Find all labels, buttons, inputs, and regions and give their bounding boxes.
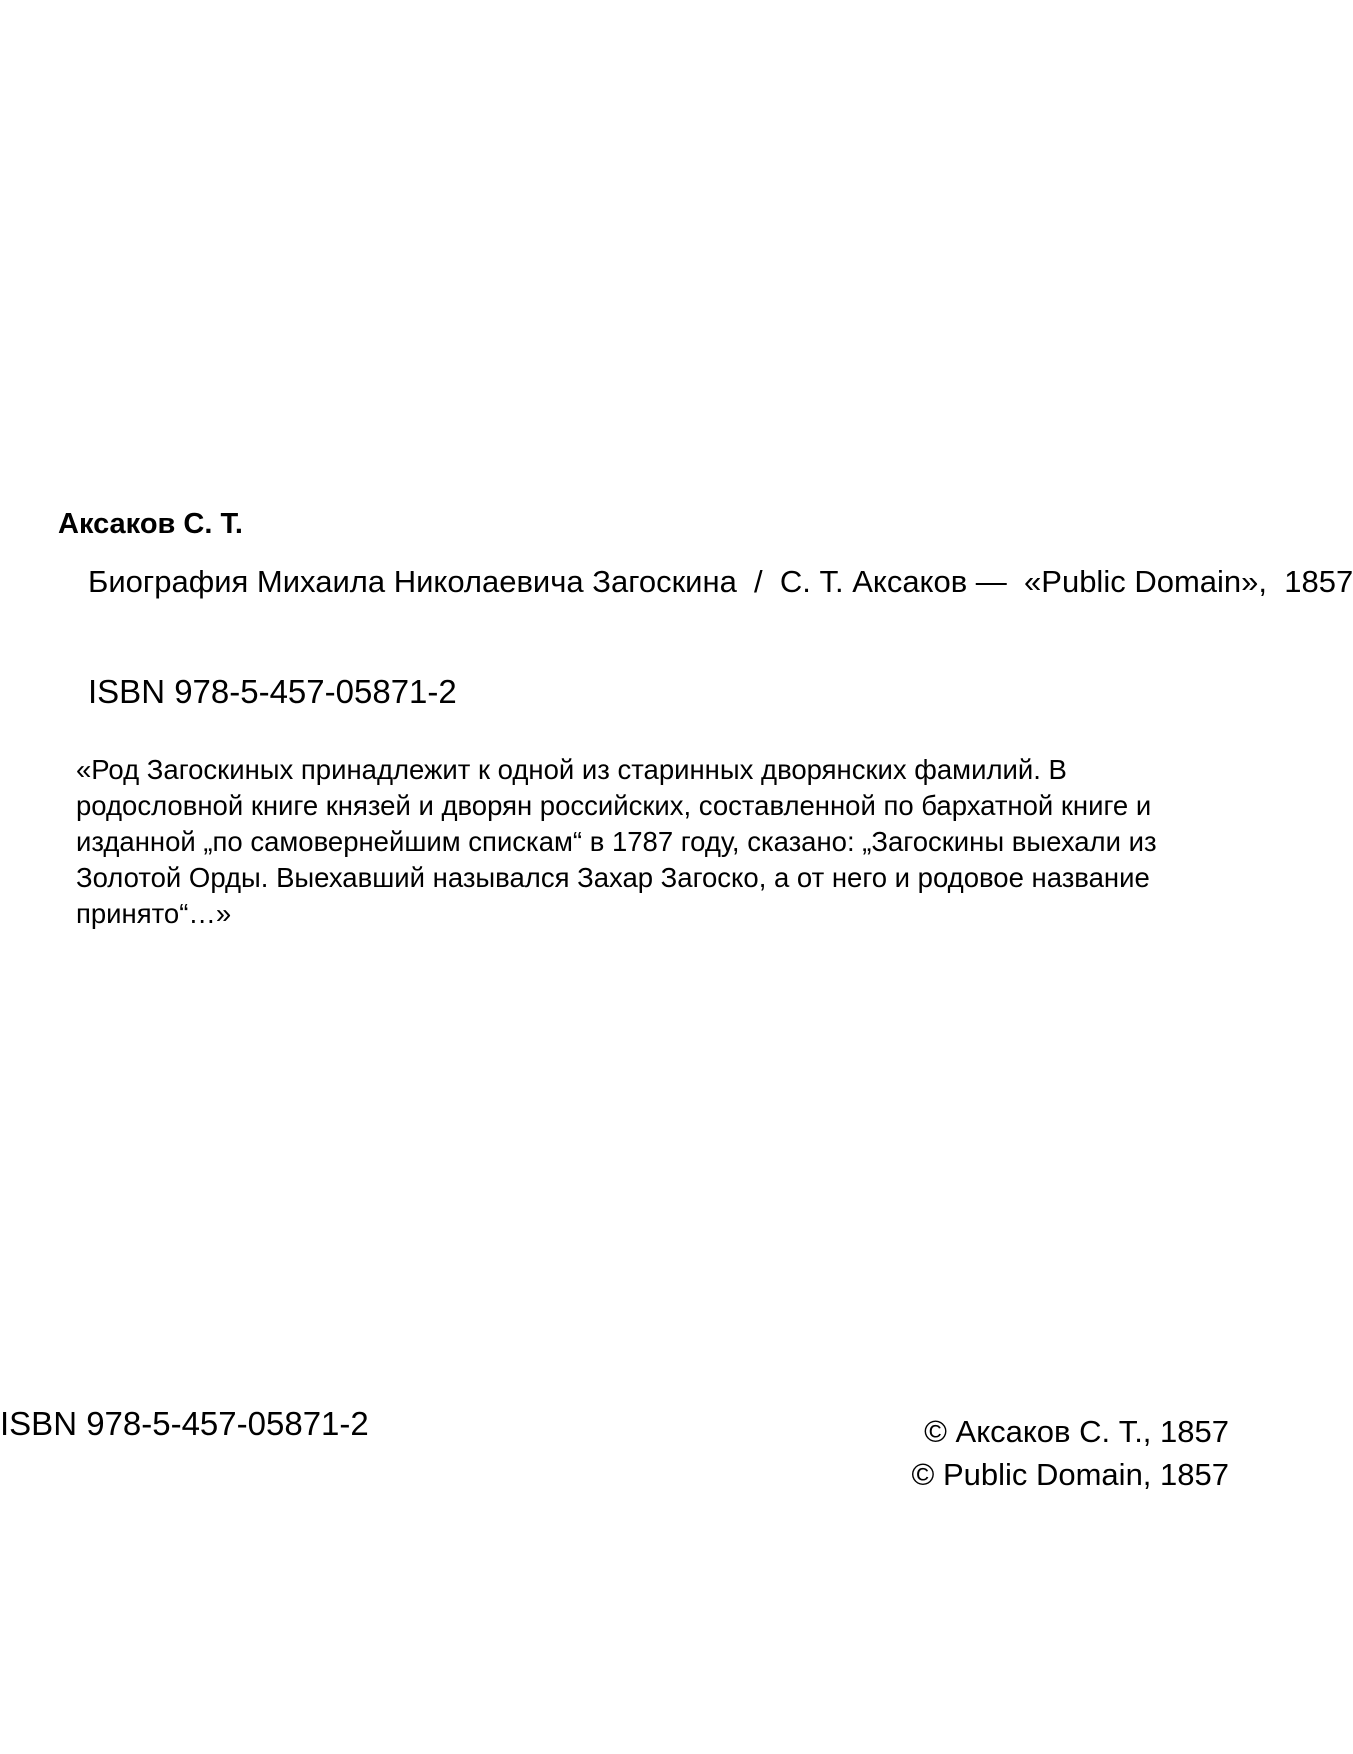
isbn-bottom: ISBN 978-5-457-05871-2 (0, 1405, 369, 1442)
citation-responsibility: С. Т. Аксаков (779, 564, 968, 599)
copyright-publisher: © Public Domain, 1857 (911, 1457, 1229, 1492)
citation-year: 1857 (1284, 564, 1353, 599)
author-name: Аксаков С. Т. (58, 508, 243, 540)
citation-comma: , (1258, 564, 1285, 599)
citation-publisher: «Public Domain» (1024, 564, 1259, 599)
book-title: Биография Михаила Николаевича Загоскина (88, 564, 737, 599)
isbn-top: ISBN 978-5-457-05871-2 (88, 673, 457, 710)
citation-dash: — (967, 564, 1025, 599)
copyright-author: © Аксаков С. Т., 1857 (924, 1414, 1229, 1449)
bibliographic-citation (88, 562, 1353, 602)
annotation-text: «Род Загоскиных принадлежит к одной из старинных дворянских фамилий. В родословной книге князей и дворян российских, составленной по бархатной книге и изданной „по самовернейшим спискам“ в 1787 году, сказано: „Загоскины выехали из Золотой Орды. Выехавший назывался Захар Загоско, а от него и родовое название принято“…» (76, 754, 1157, 929)
copyright-block (911, 1410, 1229, 1496)
citation-separator: / (736, 564, 780, 599)
